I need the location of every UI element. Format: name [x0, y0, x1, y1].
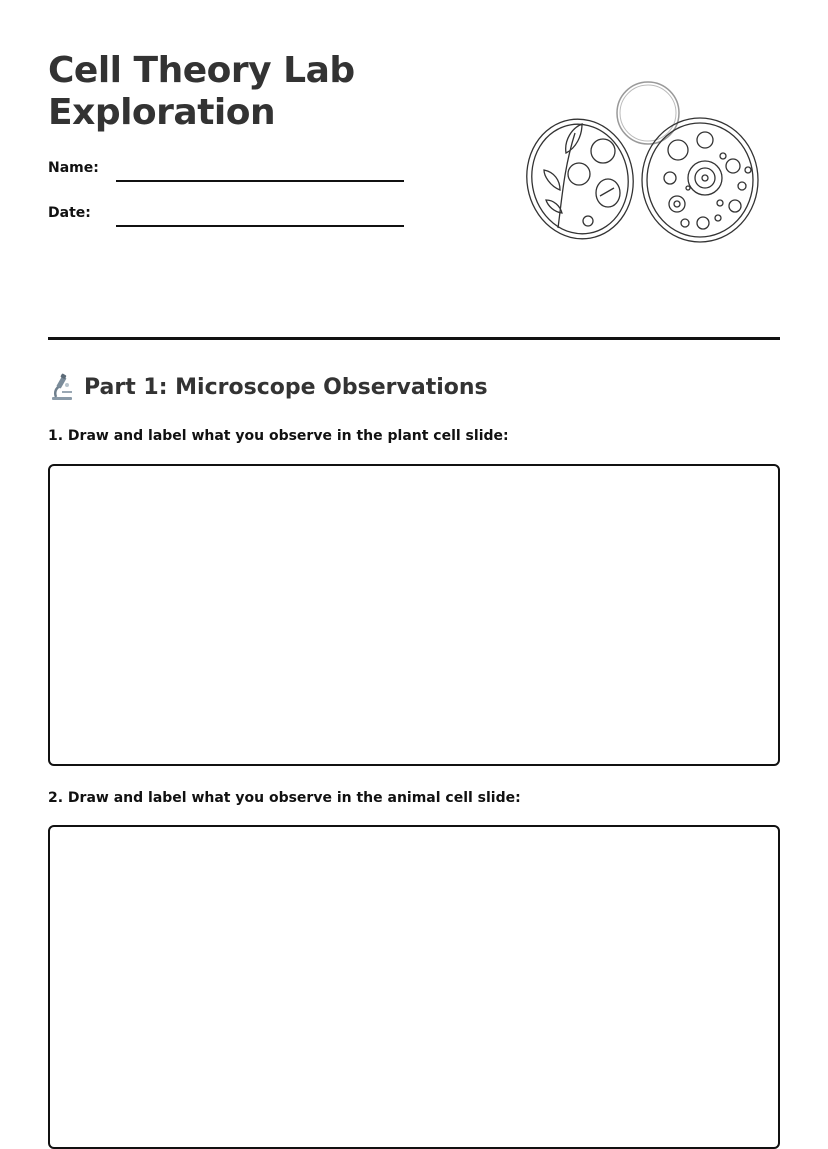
cell-illustration-icon — [520, 78, 770, 250]
title-line-1: Cell Theory Lab — [48, 50, 355, 91]
name-label: Name: — [48, 160, 99, 176]
animal-cell-drawing-area[interactable] — [48, 825, 780, 1149]
microscope-icon — [48, 372, 76, 402]
question-2-label: 2. Draw and label what you observe in the animal cell slide: — [48, 790, 521, 806]
title-line-2: Exploration — [48, 92, 276, 133]
date-label: Date: — [48, 205, 91, 221]
part-1-heading-text: Part 1: Microscope Observations — [84, 374, 488, 400]
part-1-heading — [48, 372, 488, 402]
plant-cell-drawing-area[interactable] — [48, 464, 780, 766]
header-divider — [48, 337, 780, 340]
name-field-line[interactable] — [116, 180, 404, 182]
page-title — [48, 50, 355, 134]
date-field-line[interactable] — [116, 225, 404, 227]
question-1-label: 1. Draw and label what you observe in the plant cell slide: — [48, 428, 509, 444]
